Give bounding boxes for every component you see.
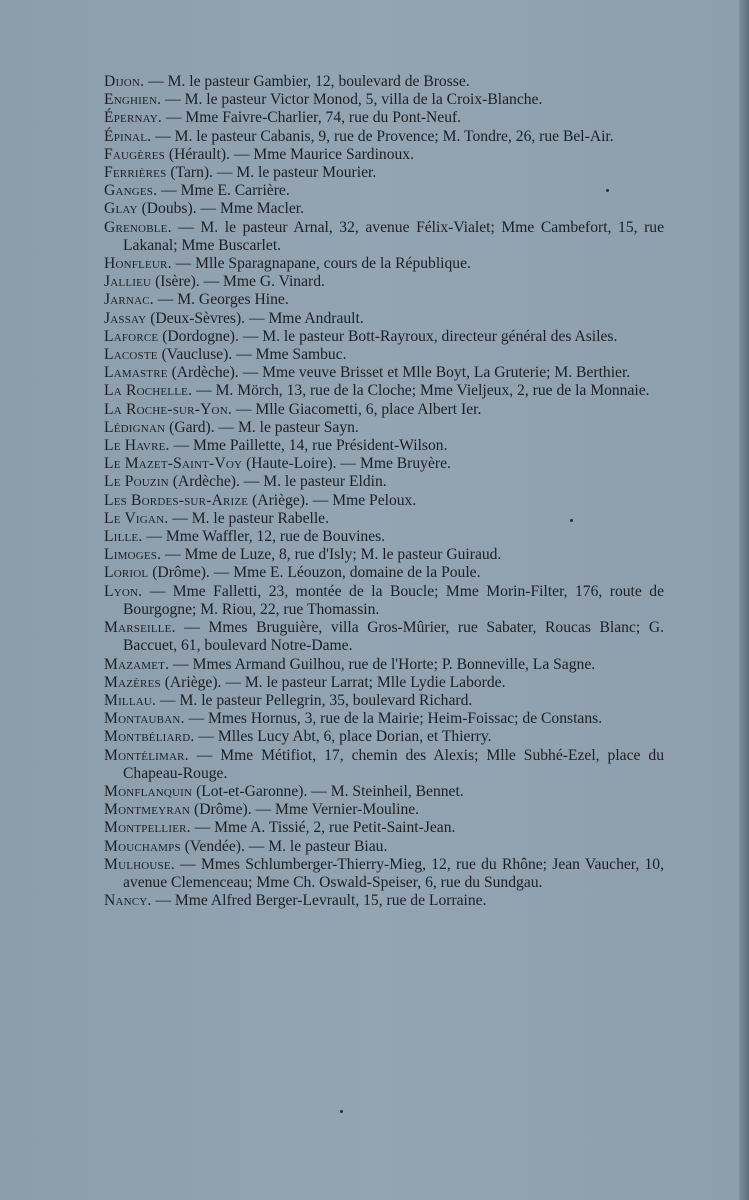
entry-text: (Doubs). — Mme Macler. <box>137 200 304 218</box>
place-name: Jarnac. <box>104 291 154 309</box>
entry-text: — M. le pasteur Pellegrin, 35, boulevard Richard. <box>156 691 473 709</box>
list-item <box>104 310 664 328</box>
list-item <box>104 455 664 473</box>
place-name: Glay <box>104 200 138 218</box>
entry-text: — Mme de Luze, 8, rue d'Isly; M. le pasteur Guiraud. <box>161 546 502 564</box>
list-item <box>104 656 664 674</box>
place-name: La Rochelle. <box>104 382 193 400</box>
list-item <box>104 492 664 510</box>
list-item <box>104 674 664 692</box>
list-item <box>104 128 664 146</box>
entry-text: (Ariège). — Mme Peloux. <box>248 491 417 509</box>
entry-text: — Mme Métifiot, 17, chemin des Alexis; Mlle Subhé-Ezel, place du Chapeau-Rouge. <box>123 746 664 782</box>
entry-text: — Mme E. Carrière. <box>157 182 290 200</box>
entry-text: — Mme Alfred Berger-Levrault, 15, rue de Lorraine. <box>151 892 487 910</box>
entry-text: (Deux-Sèvres). — Mme Andrault. <box>146 309 364 327</box>
list-item <box>104 801 664 819</box>
list-item <box>104 892 664 910</box>
entry-text: (Vaucluse). — Mme Sambuc. <box>157 346 347 364</box>
place-name: Monflanquin <box>104 782 193 800</box>
entry-text: — Mme Waffler, 12, rue de Bouvines. <box>142 528 386 546</box>
entry-text: — Mme Paillette, 14, rue Président-Wilson. <box>169 437 448 455</box>
speck <box>340 1110 343 1113</box>
list-item <box>104 546 664 564</box>
place-name: Limoges. <box>104 546 162 564</box>
place-name: Mulhouse. <box>104 855 175 873</box>
place-name: Dijon. <box>104 73 145 90</box>
place-name: Mazamet. <box>104 655 170 673</box>
list-item <box>104 528 664 546</box>
list-item <box>104 109 664 127</box>
list-item <box>104 219 664 255</box>
entry-text: — M. le pasteur Arnal, 32, avenue Félix-Vialet; Mme Cambefort, 15, rue Lakanal; Mme Buscarlet. <box>123 218 664 254</box>
entry-text: (Lot-et-Garonne). — M. Steinheil, Bennet. <box>192 782 464 800</box>
place-name: Montélimar. <box>104 746 189 764</box>
place-name: Loriol <box>104 564 149 582</box>
entry-text: — Mlles Lucy Abt, 6, place Dorian, et Thierry. <box>194 728 492 746</box>
place-name: Les Bordes-sur-Arize <box>104 491 249 509</box>
place-name: Grenoble. <box>104 218 172 236</box>
entry-text: — Mlle Sparagnapane, cours de la République. <box>171 255 471 273</box>
list-item <box>104 437 664 455</box>
entry-text: — M. le pasteur Gambier, 12, boulevard de Brosse. <box>144 73 470 90</box>
place-name: Le Havre. <box>104 437 170 455</box>
entry-text: — M. Georges Hine. <box>153 291 289 309</box>
entry-text: — M. le pasteur Cabanis, 9, rue de Provence; M. Tondre, 26, rue Bel-Air. <box>151 127 614 145</box>
place-name: Montpellier. <box>104 819 191 837</box>
place-name: Mouchamps <box>104 837 181 855</box>
entry-text: (Ardèche). — Mme veuve Brisset et Mlle Boyt, La Gruterie; M. Berthier. <box>167 364 631 382</box>
place-name: La Roche-sur-Yon. <box>104 400 232 418</box>
entry-text: — Mmes Armand Guilhou, rue de l'Horte; P. Bonneville, La Sagne. <box>169 655 596 673</box>
entry-text: — Mlle Giacometti, 6, place Albert Ier. <box>231 400 482 418</box>
entry-text: (Dordogne). — M. le pasteur Bott-Rayroux, directeur général des Asiles. <box>158 327 618 345</box>
place-name: Jallieu <box>104 273 152 291</box>
list-item <box>104 856 664 892</box>
list-item <box>104 747 664 783</box>
list-item <box>104 564 664 582</box>
place-name: Lédignan <box>104 418 166 436</box>
place-name: Faugères <box>104 145 165 163</box>
entry-text: — M. le pasteur Victor Monod, 5, villa de la Croix-Blanche. <box>161 91 543 109</box>
place-name: Le Vigan. <box>104 509 169 527</box>
page-edge <box>739 0 749 1200</box>
list-item <box>104 200 664 218</box>
place-name: Ferrières <box>104 164 167 182</box>
list-item <box>104 783 664 801</box>
entry-text: — Mmes Hornus, 3, rue de la Mairie; Heim-Foissac; de Constans. <box>184 710 603 728</box>
entry-text: — Mmes Bruguière, villa Gros-Mûrier, rue Sabater, Roucas Blanc; G. Baccuet, 61, boulevard Notre-Dame. <box>123 619 664 655</box>
list-item <box>104 291 664 309</box>
list-item <box>104 346 664 364</box>
place-name: Millau. <box>104 691 157 709</box>
entry-text: (Haute-Loire). — Mme Bruyère. <box>242 455 451 473</box>
place-name: Mazères <box>104 673 161 691</box>
place-name: Le Mazet-Saint-Voy <box>104 455 243 473</box>
place-name: Épinal. <box>104 127 152 145</box>
place-name: Nancy. <box>104 892 152 910</box>
list-item <box>104 583 664 619</box>
place-name: Ganges. <box>104 182 158 200</box>
list-item <box>104 728 664 746</box>
entry-text: — Mmes Schlumberger-Thierry-Mieg, 12, rue du Rhône; Jean Vaucher, 10, avenue Clemenceau; Mme Ch. Oswald-Speiser, 6, rue du Sundgau. <box>123 855 664 891</box>
entry-text: — M. Mörch, 13, rue de la Cloche; Mme Vieljeux, 2, rue de la Monnaie. <box>192 382 650 400</box>
list-item <box>104 182 664 200</box>
list-item <box>104 401 664 419</box>
place-name: Honfleur. <box>104 255 172 273</box>
address-list <box>104 73 664 910</box>
list-item <box>104 146 664 164</box>
list-item <box>104 91 664 109</box>
place-name: Montmeyran <box>104 801 191 819</box>
place-name: Lyon. <box>104 582 143 600</box>
entry-text: (Tarn). — M. le pasteur Mourier. <box>166 164 377 182</box>
entry-text: (Ariège). — M. le pasteur Larrat; Mlle Lydie Laborde. <box>160 673 506 691</box>
entry-text: — Mme Faivre-Charlier, 74, rue du Pont-Neuf. <box>162 109 462 127</box>
entry-text: (Drôme). — Mme E. Léouzon, domaine de la Poule. <box>148 564 481 582</box>
place-name: Le Pouzin <box>104 473 169 491</box>
place-name: Montauban. <box>104 710 185 728</box>
list-item <box>104 328 664 346</box>
place-name: Marseille. <box>104 619 176 637</box>
list-item <box>104 819 664 837</box>
entry-text: (Isère). — Mme G. Vinard. <box>151 273 325 291</box>
list-item <box>104 710 664 728</box>
place-name: Lacoste <box>104 346 158 364</box>
list-item <box>104 382 664 400</box>
entry-text: (Hérault). — Mme Maurice Sardinoux. <box>165 145 414 163</box>
place-name: Montbéliard. <box>104 728 195 746</box>
place-name: Lille. <box>104 528 143 546</box>
list-item <box>104 838 664 856</box>
list-item <box>104 164 664 182</box>
place-name: Laforce <box>104 327 159 345</box>
list-item <box>104 419 664 437</box>
place-name: Jassay <box>104 309 147 327</box>
list-item <box>104 364 664 382</box>
place-name: Épernay. <box>104 109 163 127</box>
entry-text: — Mme A. Tissié, 2, rue Petit-Saint-Jean. <box>190 819 456 837</box>
entry-text: (Vendée). — M. le pasteur Biau. <box>180 837 388 855</box>
place-name: Lamastre <box>104 364 168 382</box>
place-name: Enghien. <box>104 91 162 109</box>
list-item <box>104 510 664 528</box>
entry-text: — Mme Falletti, 23, montée de la Boucle; Mme Morin-Filter, 176, route de Bourgogne; M. Riou, 22, rue Thomassin. <box>123 582 664 618</box>
entry-text: — M. le pasteur Rabelle. <box>168 509 329 527</box>
list-item <box>104 619 664 655</box>
entry-text: (Ardèche). — M. le pasteur Eldin. <box>168 473 387 491</box>
list-item <box>104 255 664 273</box>
entry-text: (Drôme). — Mme Vernier-Mouline. <box>190 801 420 819</box>
entry-text: (Gard). — M. le pasteur Sayn. <box>165 418 359 436</box>
list-item <box>104 692 664 710</box>
list-item <box>104 73 664 91</box>
list-item <box>104 473 664 491</box>
list-item <box>104 273 664 291</box>
